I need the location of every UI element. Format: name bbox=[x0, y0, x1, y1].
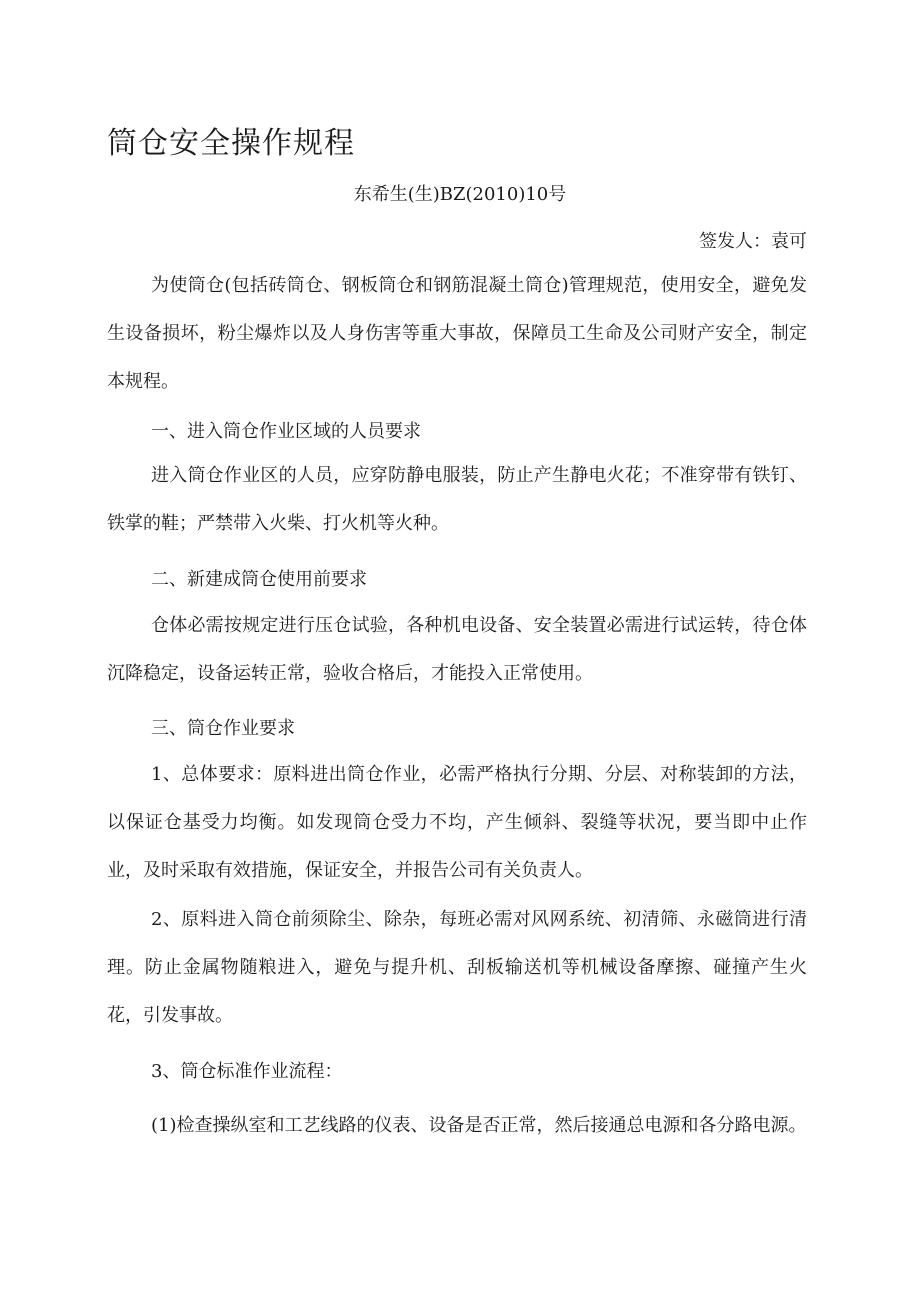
section-1-paragraph-1: 进入筒仓作业区的人员，应穿防静电服装，防止产生静电火花；不准穿带有铁钉、铁掌的鞋；严禁带入火柴、打火机等火种。 bbox=[107, 465, 807, 534]
section-3-paragraph-4: (1)检查操纵室和工艺线路的仪表、设备是否正常，然后接通总电源和各分路电源。 bbox=[151, 1115, 807, 1136]
signer-line: 签发人：袁可 bbox=[699, 231, 807, 252]
section-heading-2: 二、新建成筒仓使用前要求 bbox=[151, 569, 367, 590]
intro-paragraph: 为使筒仓(包括砖筒仓、钢板筒仓和钢筋混凝土筒仓)管理规范，使用安全，避免发生设备损坏，粉尘爆炸以及人身伤害等重大事故，保障员工生命及公司财产安全，制定本规程。 bbox=[107, 275, 807, 392]
document-title: 筒仓安全操作规程 bbox=[107, 126, 355, 161]
section-3-paragraph-2: 2、原料进入筒仓前须除尘、除杂，每班必需对风网系统、初清筛、永磁筒进行清理。防止金属物随粮进入，避免与提升机、刮板输送机等机械设备摩擦、碰撞产生火花，引发事故。 bbox=[107, 909, 807, 1026]
section-2-paragraph-1: 仓体必需按规定进行压仓试验，各种机电设备、安全装置必需进行试运转，待仓体沉降稳定，设备运转正常，验收合格后，才能投入正常使用。 bbox=[107, 615, 807, 684]
section-3-paragraph-3: 3、筒仓标准作业流程： bbox=[151, 1061, 343, 1082]
section-heading-1: 一、进入筒仓作业区域的人员要求 bbox=[151, 421, 421, 442]
section-3-paragraph-1: 1、总体要求：原料进出筒仓作业，必需严格执行分期、分层、对称装卸的方法，以保证仓基受力均衡。如发现筒仓受力不均，产生倾斜、裂缝等状况，要当即中止作业，及时采取有效措施，保证安全，并报告公司有关负责人。 bbox=[107, 764, 807, 881]
document-number: 东希生(生)BZ(2010)10号 bbox=[353, 184, 567, 205]
section-heading-3: 三、筒仓作业要求 bbox=[151, 718, 295, 739]
